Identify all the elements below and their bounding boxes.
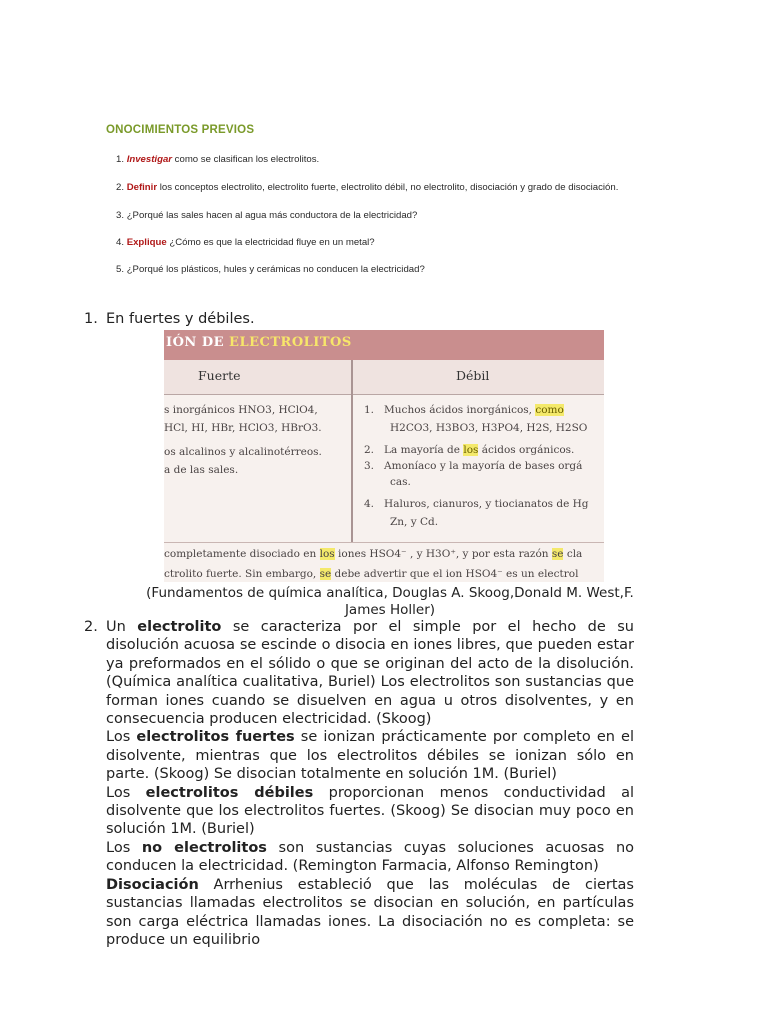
table-footer-divider [164, 542, 604, 543]
paragraph-text: son sustancias cuyas soluciones acuosas no conducen la electricidad. (Remington Farmacia, Alfonso Remington) [106, 839, 635, 875]
column-divider [351, 360, 353, 542]
question-3 [116, 210, 417, 221]
paragraph-text: Los [106, 839, 142, 856]
weak-text: Muchos ácidos inorgánicos, [384, 404, 536, 416]
weak-text: Amoníaco y la mayoría de bases orgá [384, 460, 583, 472]
strong-line: HCl, HI, HBr, HClO3, HBrO3. [164, 422, 322, 434]
question-number: 3. [116, 210, 125, 221]
list-number: 2. [84, 619, 98, 635]
table-title-prefix: IÓN DE [166, 335, 230, 350]
question-number: 5. [116, 264, 125, 275]
question-text: como se clasifican los electrolitos. [172, 154, 320, 165]
question-text: ¿Cómo es que la electricidad fluye en un metal? [166, 237, 375, 248]
column-header-weak: Débil [456, 368, 490, 383]
question-4 [116, 237, 375, 248]
weak-line-2 [364, 442, 574, 458]
table-footnote-line-1 [164, 548, 582, 560]
footnote-text: iones HSO4⁻ , y H3O⁺, y por esta razón [334, 548, 552, 560]
question-text: ¿Porqué las sales hacen al agua más conductora de la electricidad? [126, 210, 418, 221]
paragraph-disociacion [106, 876, 634, 950]
table-footnote-line-2 [164, 568, 578, 580]
footnote-text: ctrolito fuerte. Sin embargo, [164, 568, 320, 580]
weak-highlight: los [463, 444, 479, 456]
paragraph-text: Los [106, 784, 146, 801]
electrolytes-table-image [164, 330, 604, 582]
previous-knowledge-title: ONOCIMIENTOS PREVIOS [106, 124, 255, 136]
footnote-highlight: se [319, 568, 332, 580]
list-item-text: En fuertes y débiles. [106, 311, 255, 327]
footnote-highlight: los [319, 548, 335, 560]
weak-line-1 [364, 402, 564, 418]
question-text: los conceptos electrolito, electrolito fuerte, electrolito débil, no electrolito, disociación y grado de disociación. [157, 182, 619, 193]
question-keyword: Definir [126, 182, 158, 193]
term-electrolito: electrolito [137, 619, 222, 635]
footnote-text: completamente disociado en [164, 548, 320, 560]
column-header-strong: Fuerte [198, 368, 241, 383]
footnote-text: debe advertir que el ion HSO4⁻ es un electrol [331, 568, 579, 580]
question-text: ¿Porqué los plásticos, hules y cerámicas no conducen la electricidad? [126, 264, 425, 275]
question-2 [116, 182, 618, 193]
weak-line-4b: Zn, y Cd. [390, 516, 439, 528]
weak-line-1b: H2CO3, H3BO3, H3PO4, H2S, H2SO [390, 422, 588, 434]
term-disociacion: Disociación [106, 876, 199, 893]
weak-text: ácidos orgánicos. [478, 444, 575, 456]
question-number: 4. [116, 237, 125, 248]
question-5 [116, 264, 425, 275]
question-1 [116, 154, 319, 165]
weak-line-3 [364, 458, 582, 474]
weak-line-3b: cas. [390, 476, 411, 488]
strong-line: a de las sales. [164, 464, 239, 476]
weak-text: La mayoría de [384, 444, 464, 456]
question-keyword: Investigar [126, 154, 173, 165]
paragraph-text: Los [106, 729, 137, 746]
weak-number: 3. [364, 460, 375, 472]
strong-line: os alcalinos y alcalinotérreos. [164, 446, 322, 458]
list-number: 1. [84, 311, 98, 327]
paragraph-text: proporcionan menos conductividad al disolvente que los electrolitos fuertes. (Skoog) Se disocian muy poco en solución 1M. (Buriel) [106, 784, 634, 838]
weak-number: 2. [364, 444, 375, 456]
term-electrolitos-fuertes: electrolitos fuertes [136, 729, 295, 746]
footnote-text: cla [563, 548, 583, 560]
term-electrolitos-debiles: electrolitos débiles [145, 784, 314, 801]
weak-number: 1. [364, 404, 375, 416]
paragraph-text: se ionizan prácticamente por completo en el disolvente, mientras que los electrolitos débiles se ionizan sólo en parte. (Skoog) Se disocian totalmente en solución 1M. (Buriel) [106, 729, 634, 783]
weak-text: Haluros, cianuros, y tiocianatos de Hg [384, 498, 589, 510]
paragraph-electrolitos-debiles [106, 784, 634, 839]
table-title-highlight: ELECTROLITOS [229, 335, 352, 350]
previous-knowledge-image [100, 118, 680, 288]
question-number: 2. [116, 182, 125, 193]
term-no-electrolitos: no electrolitos [141, 839, 267, 856]
table-title [166, 335, 352, 350]
weak-line-4 [364, 496, 589, 512]
footnote-highlight: se [551, 548, 564, 560]
paragraph-text: Arrhenius estableció que las moléculas de ciertas sustancias llamadas electrolitos se disocian en solución, en partículas son carga eléctrica llamadas iones. La disociación no es completa: se produce un equilibrio [106, 876, 634, 948]
paragraph-electrolitos-fuertes [106, 728, 634, 783]
weak-number: 4. [364, 498, 375, 510]
question-keyword: Explique [126, 237, 167, 248]
question-number: 1. [116, 154, 125, 165]
paragraph-no-electrolitos [106, 839, 634, 876]
paragraph-text: se caracteriza por el simple por el hecho de su disolución acuosa se escinde o disocia en iones libres, que pueden estar ya preformados en el sólido o que se originan del acto de la disolución. (Química analítica cualitativa, Buriel) Los electrolitos son sustancias que forman iones cuando se disuelven en agua u otros disolventes, y en consecuencia producen electricidad. (Skoog) [106, 619, 634, 728]
list-item-body [106, 618, 634, 949]
table-caption: (Fundamentos de química analítica, Douglas A. Skoog,Donald M. West,F. James Holler) [146, 585, 634, 618]
strong-line: s inorgánicos HNO3, HClO4, [164, 404, 318, 416]
paragraph-electrolito [106, 618, 634, 728]
weak-highlight: como [535, 404, 564, 416]
paragraph-text: Un [106, 619, 138, 635]
